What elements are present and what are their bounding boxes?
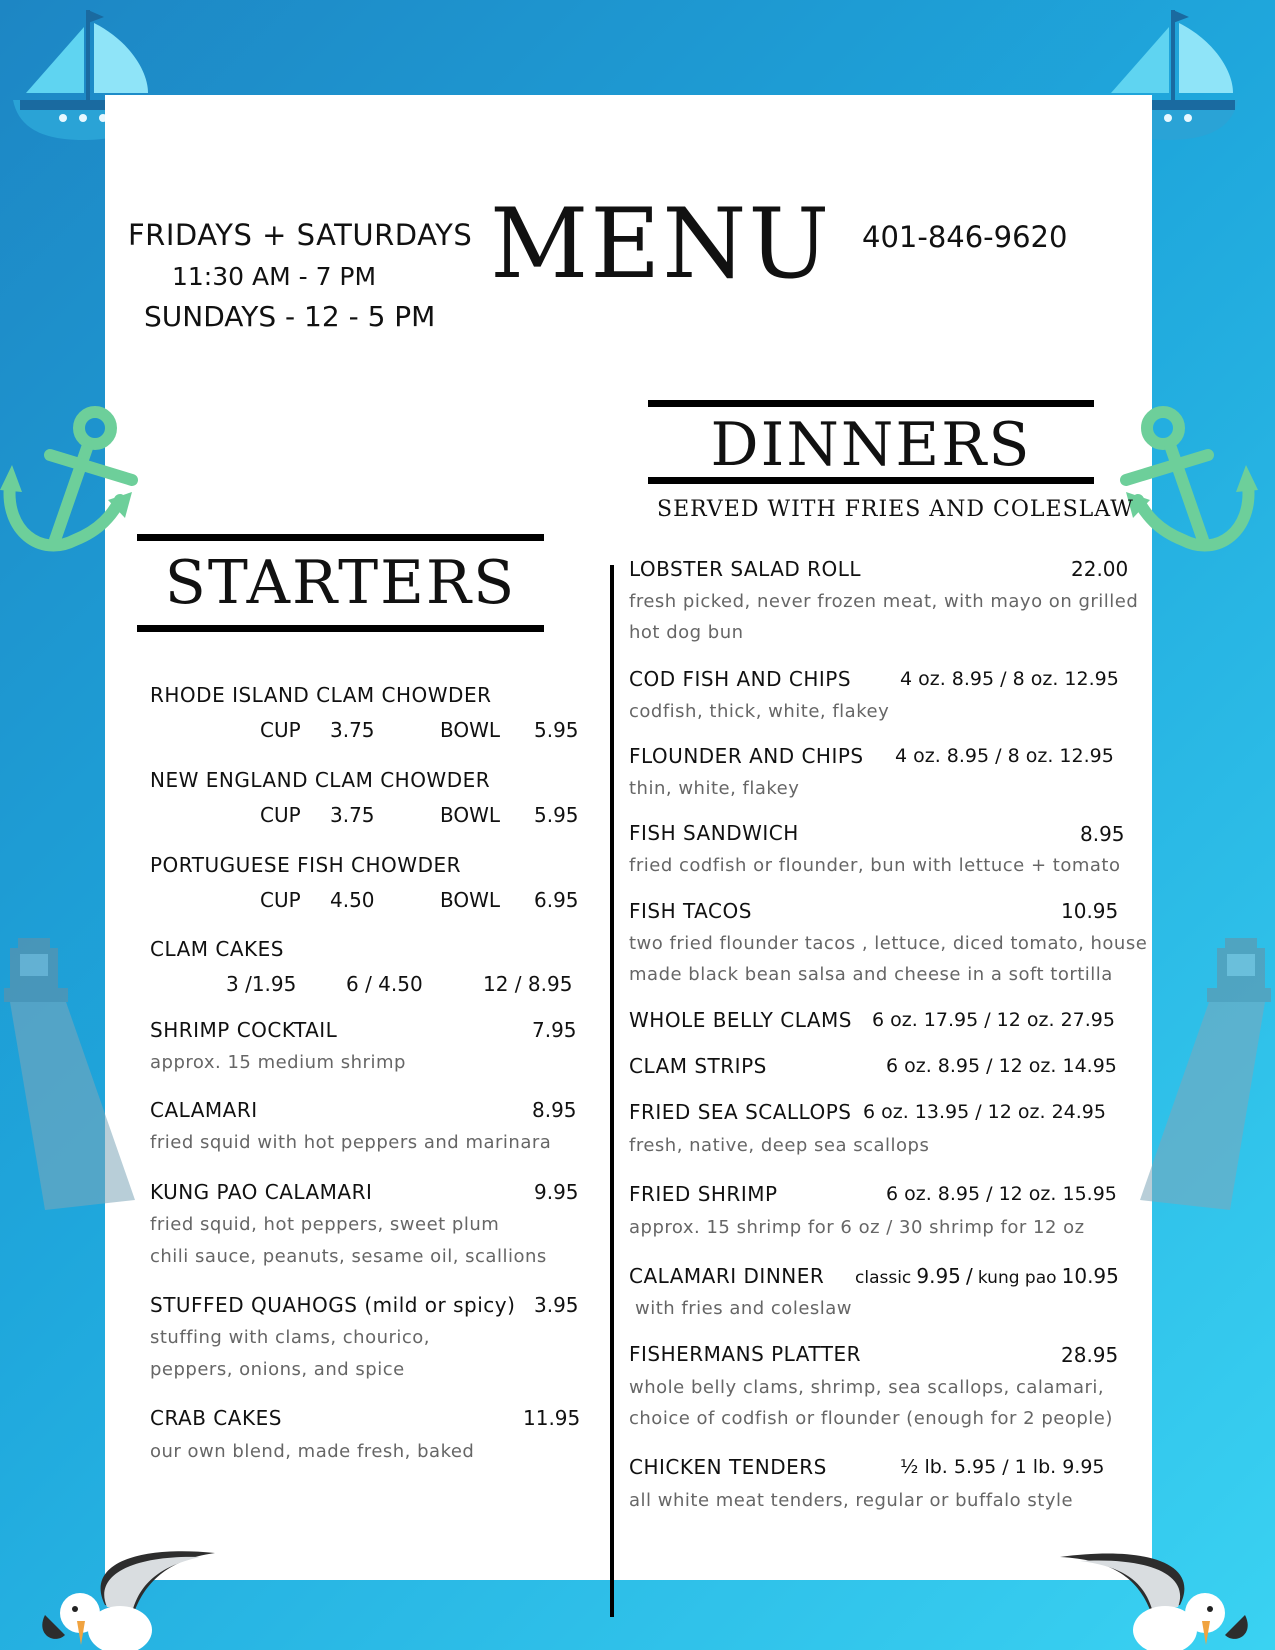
item-name: LOBSTER SALAD ROLL xyxy=(629,557,862,581)
item-price: 28.95 xyxy=(1061,1343,1119,1367)
item-description: codfish, thick, white, flakey xyxy=(629,701,890,722)
item-description: whole belly clams, shrimp, sea scallops, calamari, xyxy=(629,1377,1105,1398)
item-price: 7.95 xyxy=(532,1018,577,1042)
item-price: 10.95 xyxy=(1061,899,1119,923)
seagull-icon xyxy=(15,1535,225,1650)
item-name: CRAB CAKES xyxy=(150,1406,282,1430)
item-description: thin, white, flakey xyxy=(629,778,800,799)
starters-heading-text: STARTERS xyxy=(164,548,517,618)
clam-cakes-option: 12 / 8.95 xyxy=(483,972,573,996)
item-name: SHRIMP COCKTAIL xyxy=(150,1018,338,1042)
item-description: with fries and coleslaw xyxy=(635,1298,853,1319)
item-name: COD FISH AND CHIPS xyxy=(629,667,852,691)
item-price: 11.95 xyxy=(523,1406,581,1430)
item-description: choice of codfish or flounder (enough for 2 people) xyxy=(629,1408,1113,1429)
bowl-price: 5.95 xyxy=(534,718,579,742)
dinners-heading xyxy=(648,400,1094,484)
cup-price: 4.50 xyxy=(330,888,375,912)
lighthouse-icon xyxy=(1135,930,1275,1210)
anchor-icon xyxy=(1118,400,1258,565)
item-name: FISH TACOS xyxy=(629,899,752,923)
item-name: WHOLE BELLY CLAMS xyxy=(629,1008,852,1032)
item-price: 9.95 xyxy=(534,1180,579,1204)
item-name: RHODE ISLAND CLAM CHOWDER xyxy=(150,683,492,707)
item-price: ½ lb. 5.95 / 1 lb. 9.95 xyxy=(900,1456,1105,1478)
price-value: 9.95 xyxy=(916,1264,961,1288)
column-divider xyxy=(610,565,614,1617)
lighthouse-icon xyxy=(0,930,140,1210)
price-label: classic xyxy=(855,1268,912,1288)
item-description: our own blend, made fresh, baked xyxy=(150,1441,475,1462)
item-description: fried squid with hot peppers and marinara xyxy=(150,1132,552,1153)
item-name: CHICKEN TENDERS xyxy=(629,1455,827,1479)
bowl-label: BOWL xyxy=(440,888,501,912)
price-separator: / xyxy=(966,1264,973,1288)
item-description: two fried flounder tacos , lettuce, diced tomato, house xyxy=(629,933,1148,954)
item-description: peppers, onions, and spice xyxy=(150,1359,405,1380)
item-price: 6 oz. 8.95 / 12 oz. 14.95 xyxy=(886,1055,1117,1077)
item-description: fried codfish or flounder, bun with lettuce + tomato xyxy=(629,855,1121,876)
cup-label: CUP xyxy=(260,888,301,912)
item-name: FRIED SEA SCALLOPS xyxy=(629,1100,852,1124)
item-name: KUNG PAO CALAMARI xyxy=(150,1180,373,1204)
bowl-label: BOWL xyxy=(440,803,501,827)
item-description: approx. 15 medium shrimp xyxy=(150,1052,406,1073)
item-description: fresh, native, deep sea scallops xyxy=(629,1135,930,1156)
cup-price: 3.75 xyxy=(330,803,375,827)
item-price xyxy=(855,1264,1119,1288)
seagull-icon xyxy=(1040,1535,1275,1650)
item-price: 8.95 xyxy=(532,1098,577,1122)
item-price: 6 oz. 8.95 / 12 oz. 15.95 xyxy=(886,1183,1117,1205)
item-description: fried squid, hot peppers, sweet plum xyxy=(150,1214,500,1235)
price-value: 10.95 xyxy=(1061,1264,1119,1288)
clam-cakes-option: 6 / 4.50 xyxy=(346,972,423,996)
hours-days: FRIDAYS + SATURDAYS xyxy=(128,218,473,252)
sunday-hours: SUNDAYS - 12 - 5 PM xyxy=(144,300,436,333)
bowl-price: 6.95 xyxy=(534,888,579,912)
item-name: PORTUGUESE FISH CHOWDER xyxy=(150,853,462,877)
item-price: 8.95 xyxy=(1080,822,1125,846)
cup-label: CUP xyxy=(260,718,301,742)
item-price: 6 oz. 17.95 / 12 oz. 27.95 xyxy=(872,1009,1115,1031)
item-price: 4 oz. 8.95 / 8 oz. 12.95 xyxy=(900,668,1119,690)
page-title: MENU xyxy=(490,188,832,300)
bowl-price: 5.95 xyxy=(534,803,579,827)
item-name: FLOUNDER AND CHIPS xyxy=(629,744,864,768)
item-price: 6 oz. 13.95 / 12 oz. 24.95 xyxy=(863,1101,1106,1123)
phone-number: 401-846-9620 xyxy=(862,220,1068,254)
item-description: fresh picked, never frozen meat, with mayo on grilled xyxy=(629,591,1139,612)
item-description: hot dog bun xyxy=(629,622,744,643)
item-description: stuffing with clams, chourico, xyxy=(150,1327,431,1348)
item-price: 22.00 xyxy=(1071,557,1129,581)
item-name: CALAMARI DINNER xyxy=(629,1264,825,1288)
item-name: CALAMARI xyxy=(150,1098,258,1122)
item-description: all white meat tenders, regular or buffalo style xyxy=(629,1490,1074,1511)
clam-cakes-option: 3 /1.95 xyxy=(226,972,297,996)
item-name: CLAM CAKES xyxy=(150,937,284,961)
item-name: FISHERMANS PLATTER xyxy=(629,1342,862,1366)
item-price: 4 oz. 8.95 / 8 oz. 12.95 xyxy=(895,745,1114,767)
dinners-heading-text: DINNERS xyxy=(710,410,1032,480)
price-label: kung pao xyxy=(977,1268,1057,1288)
item-name: FISH SANDWICH xyxy=(629,821,799,845)
item-name: STUFFED QUAHOGS (mild or spicy) xyxy=(150,1293,516,1317)
item-description: approx. 15 shrimp for 6 oz / 30 shrimp for 12 oz xyxy=(629,1217,1085,1238)
bowl-label: BOWL xyxy=(440,718,501,742)
item-name: FRIED SHRIMP xyxy=(629,1182,778,1206)
dinners-subheading: SERVED WITH FRIES AND COLESLAW xyxy=(657,497,1134,522)
item-name: CLAM STRIPS xyxy=(629,1054,767,1078)
starters-heading xyxy=(137,534,544,632)
item-description: chili sauce, peanuts, sesame oil, scallions xyxy=(150,1246,547,1267)
item-price: 3.95 xyxy=(534,1293,579,1317)
item-description: made black bean salsa and cheese in a soft tortilla xyxy=(629,964,1113,985)
item-name: NEW ENGLAND CLAM CHOWDER xyxy=(150,768,491,792)
cup-price: 3.75 xyxy=(330,718,375,742)
hours-time: 11:30 AM - 7 PM xyxy=(172,262,377,291)
cup-label: CUP xyxy=(260,803,301,827)
anchor-icon xyxy=(0,400,140,565)
